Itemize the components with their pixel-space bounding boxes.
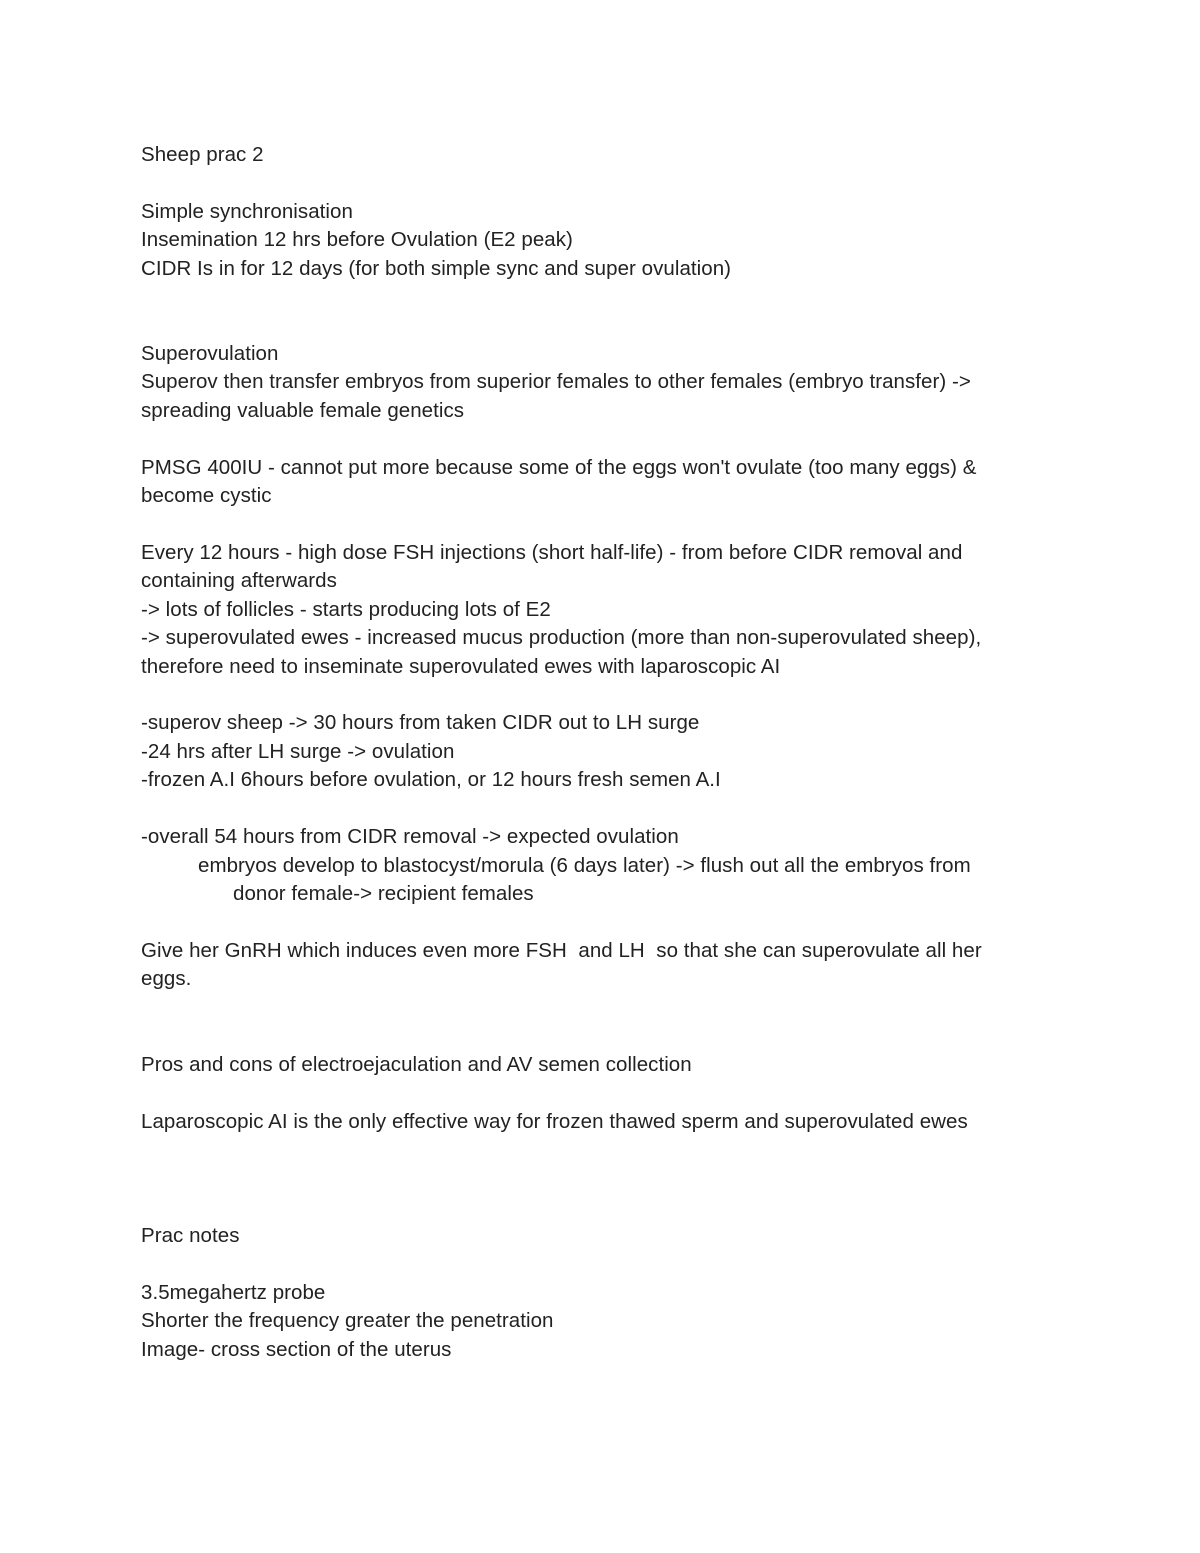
text-line: Shorter the frequency greater the penetration <box>141 1309 554 1332</box>
text-line: Laparoscopic AI is the only effective way for frozen thawed sperm and superovulated ewes <box>141 1110 968 1133</box>
text-line: CIDR Is in for 12 days (for both simple sync and super ovulation) <box>141 257 732 280</box>
text-line: spreading valuable female genetics <box>141 399 465 422</box>
text-line: eggs. <box>141 967 192 990</box>
text-line: Insemination 12 hrs before Ovulation (E2 peak) <box>141 228 573 251</box>
text-line-indented: embryos develop to blastocyst/morula (6 days later) -> flush out all the embryos from <box>198 854 971 877</box>
text-line: therefore need to inseminate superovulated ewes with laparoscopic AI <box>141 655 781 678</box>
section-heading-superovulation: Superovulation <box>141 342 279 365</box>
text-line: PMSG 400IU - cannot put more because some of the eggs won't ovulate (too many eggs) & <box>141 456 977 479</box>
section-heading-prac-notes: Prac notes <box>141 1224 240 1247</box>
text-line: Pros and cons of electroejaculation and AV semen collection <box>141 1053 692 1076</box>
text-line: Superov then transfer embryos from superior females to other females (embryo transfer) -> <box>141 370 971 393</box>
text-line: -24 hrs after LH surge -> ovulation <box>141 740 455 763</box>
section-heading-simple-sync: Simple synchronisation <box>141 200 353 223</box>
text-line: -superov sheep -> 30 hours from taken CIDR out to LH surge <box>141 711 700 734</box>
text-line: -overall 54 hours from CIDR removal -> expected ovulation <box>141 825 679 848</box>
text-line-indented: donor female-> recipient females <box>233 882 534 905</box>
text-line: Image- cross section of the uterus <box>141 1338 452 1361</box>
text-line: -frozen A.I 6hours before ovulation, or 12 hours fresh semen A.I <box>141 768 721 791</box>
text-line: Every 12 hours - high dose FSH injections (short half-life) - from before CIDR removal and <box>141 541 963 564</box>
text-line: -> lots of follicles - starts producing lots of E2 <box>141 598 551 621</box>
text-line: Give her GnRH which induces even more FSH and LH so that she can superovulate all her <box>141 939 982 962</box>
text-line: -> superovulated ewes - increased mucus production (more than non-superovulated sheep), <box>141 626 982 649</box>
doc-title: Sheep prac 2 <box>141 143 264 166</box>
text-line: containing afterwards <box>141 569 337 592</box>
text-line: become cystic <box>141 484 272 507</box>
text-line: 3.5megahertz probe <box>141 1281 326 1304</box>
